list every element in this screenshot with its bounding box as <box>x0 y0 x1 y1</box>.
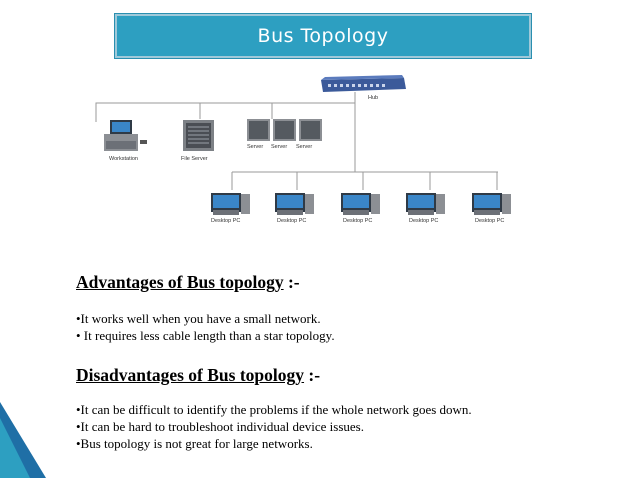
server-label-1: Server <box>247 144 264 150</box>
server-rack-icon <box>247 119 322 141</box>
desktop-pc-icon <box>406 193 445 215</box>
workstation-label: Workstation <box>109 156 138 162</box>
desktop-pc-icon <box>211 193 250 215</box>
server-label-2: Server <box>271 144 288 150</box>
network-cables <box>96 92 498 190</box>
advantages-heading-text: Advantages of Bus topology <box>76 272 284 292</box>
disadvantage-item: •Bus topology is not great for large networks. <box>76 436 313 451</box>
hub-icon <box>321 75 406 92</box>
desktop-label-4: Desktop PC <box>409 218 439 224</box>
advantages-heading-suffix: :- <box>283 272 300 292</box>
disadvantage-item: •It can be difficult to identify the problems if the whole network goes down. <box>76 402 472 417</box>
desktop-pc-icon <box>275 193 314 215</box>
disadvantages-heading-suffix: :- <box>304 365 321 385</box>
advantage-item: •It works well when you have a small network. <box>76 311 321 326</box>
file-server-icon <box>183 120 214 151</box>
disadvantages-heading <box>76 365 320 386</box>
file-server-label: File Server <box>181 156 208 162</box>
advantages-heading <box>76 272 300 293</box>
server-label-3: Server <box>296 144 313 150</box>
disadvantages-heading-text: Disadvantages of Bus topology <box>76 365 305 385</box>
hub-label: Hub <box>368 95 379 101</box>
disadvantage-item: •It can be hard to troubleshoot individual device issues. <box>76 419 364 434</box>
advantage-item: • It requires less cable length than a star topology. <box>76 328 335 343</box>
desktop-label-3: Desktop PC <box>343 218 373 224</box>
desktop-pc-icon <box>341 193 380 215</box>
desktop-pc-icon <box>472 193 511 215</box>
desktop-label-1: Desktop PC <box>211 218 241 224</box>
workstation-icon <box>104 120 147 151</box>
desktop-label-2: Desktop PC <box>277 218 307 224</box>
corner-decoration <box>0 398 60 478</box>
slide-title: Bus Topology <box>257 25 389 47</box>
desktop-label-5: Desktop PC <box>475 218 505 224</box>
